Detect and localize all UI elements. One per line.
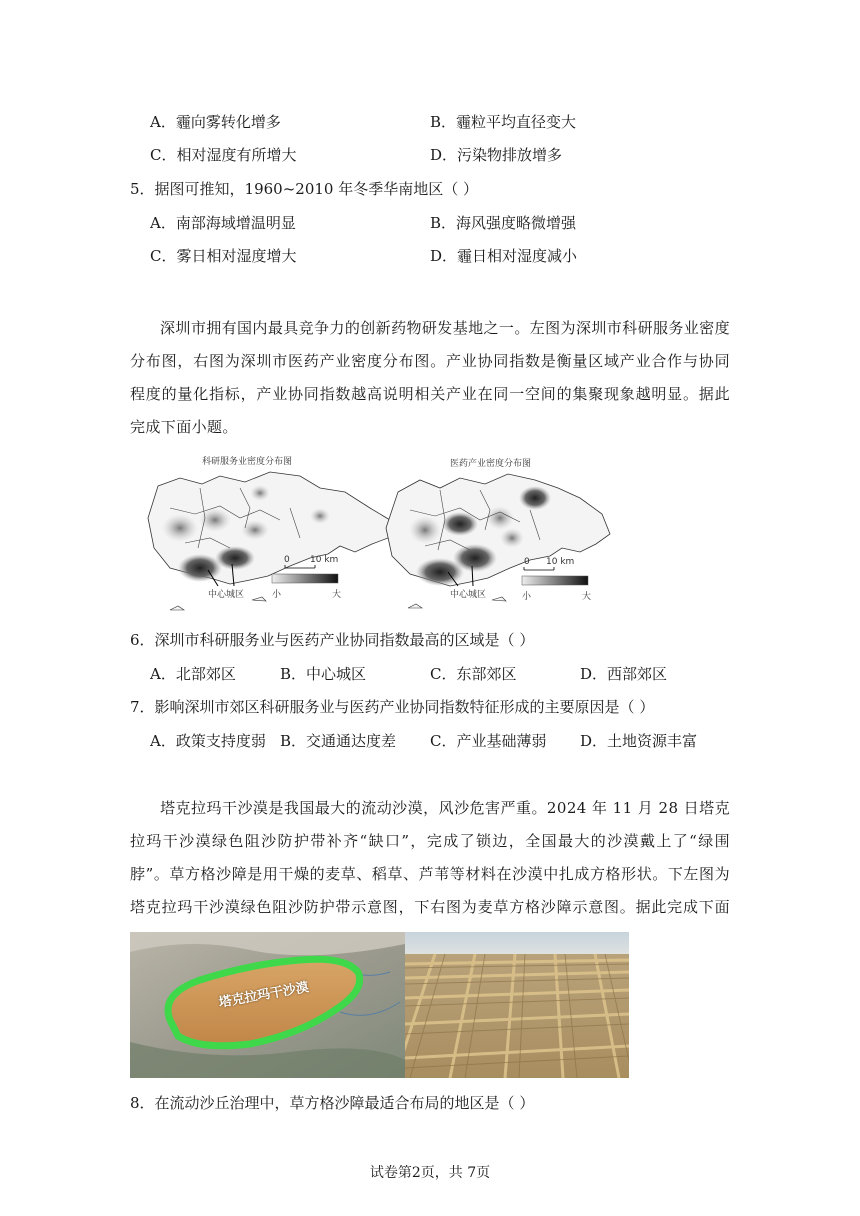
straw-grid-image — [405, 932, 629, 1078]
q6-option-b: B．中心城区 — [280, 665, 367, 683]
right-center-label: 中心城区 — [450, 590, 487, 600]
left-map — [148, 472, 390, 610]
left-legend-high: 大 — [332, 590, 342, 600]
q4-option-a: A．霾向雾转化增多 — [150, 113, 281, 131]
q5-option-c: C．雾日相对湿度增大 — [150, 247, 297, 265]
right-map-title: 医药产业密度分布图 — [450, 459, 532, 469]
q5-option-d: D．霾日相对湿度减小 — [430, 247, 578, 265]
passage-taklamakan-text: 塔克拉玛干沙漠是我国最大的流动沙漠，风沙危害严重。2024 年 11 月 28 日塔克拉玛干沙漠绿色阻沙防护带补齐“缺口”，完成了锁边，全国最大的沙漠戴上了“绿围脖”。草方格沙障是用干燥的麦草、稻草、芦苇等材料在沙漠中扎成方格形状。下左图为塔克拉玛干沙漠绿色阻沙防护带示意图，下右图为麦草方格沙障示意图。据此完成下面 — [130, 799, 730, 916]
q5-stem: 5．据图可推知，1960~2010 年冬季华南地区（ ） — [130, 180, 478, 198]
desert-belt-image — [130, 932, 405, 1078]
desert-label: 塔克拉玛干沙漠 — [217, 980, 310, 1011]
straw-grid-figure — [405, 932, 629, 1078]
right-scale-zero: 0 — [524, 557, 530, 567]
q6-option-c: C．东部郊区 — [430, 665, 517, 683]
passage-shenzhen-text: 深圳市拥有国内最具竞争力的创新药物研发基地之一。左图为深圳市科研服务业密度分布图，右图为深圳市医药产业密度分布图。产业协同指数是衡量区域产业合作与协同程度的量化指标，产业协同指数越高说明相关产业在同一空间的集聚现象越明显。据此完成下面小题。 — [130, 319, 730, 436]
passage-shenzhen — [130, 312, 730, 444]
q7-option-c: C．产业基础薄弱 — [430, 732, 547, 750]
q7-option-a: A．政策支持度弱 — [150, 732, 266, 750]
q8-stem: 8．在流动沙丘治理中，草方格沙障最适合布局的地区是（ ） — [130, 1094, 535, 1112]
q7-stem: 7．影响深圳市郊区科研服务业与医药产业协同指数特征形成的主要原因是（ ） — [130, 698, 655, 716]
q5-option-b: B．海风强度略微增强 — [430, 214, 577, 232]
q6-option-a: A．北部郊区 — [150, 665, 236, 683]
q6-stem: 6．深圳市科研服务业与医药产业协同指数最高的区域是（ ） — [130, 631, 535, 649]
right-legend-high: 大 — [582, 592, 592, 602]
q7-option-d: D．土地资源丰富 — [580, 732, 698, 750]
right-scale-label: 10 km — [546, 557, 575, 567]
q5-option-a: A．南部海域增温明显 — [150, 214, 296, 232]
q4-option-b: B．霾粒平均直径变大 — [430, 113, 577, 131]
page-footer: 试卷第2页，共 7页 — [369, 1165, 491, 1181]
left-scale-label: 10 km — [310, 555, 339, 565]
right-legend-low: 小 — [522, 592, 532, 602]
density-maps-figure — [140, 448, 620, 613]
q7-option-b: B．交通通达度差 — [280, 732, 397, 750]
left-scale-zero: 0 — [284, 555, 290, 565]
left-map-title: 科研服务业密度分布图 — [202, 457, 293, 467]
left-center-label: 中心城区 — [208, 590, 245, 600]
q4-option-c: C．相对湿度有所增大 — [150, 146, 297, 164]
right-map — [386, 474, 610, 608]
desert-belt-figure — [130, 932, 405, 1078]
q6-option-d: D．西部郊区 — [580, 665, 668, 683]
q4-option-d: D．污染物排放增多 — [430, 146, 563, 164]
left-legend-low: 小 — [272, 590, 282, 600]
